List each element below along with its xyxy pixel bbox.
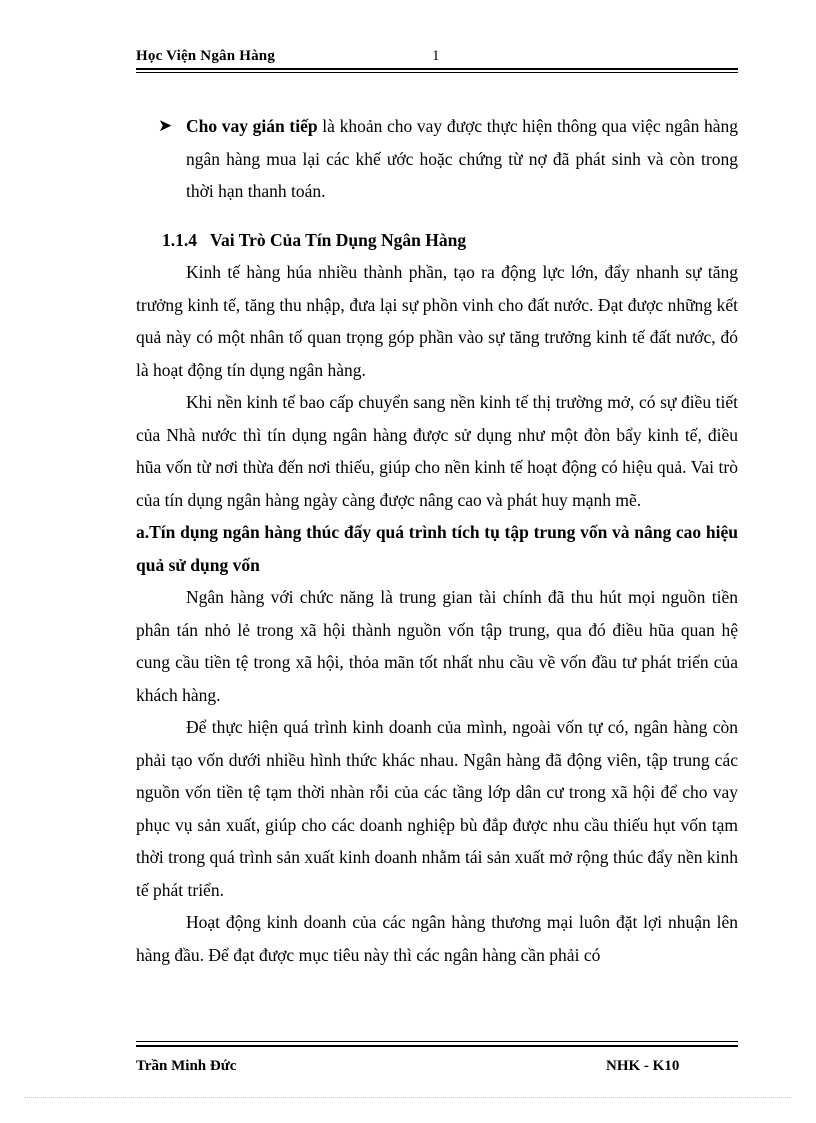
footer-rule-thick xyxy=(136,1045,738,1047)
paragraph: Để thực hiện quá trình kinh doanh của mình, ngoài vốn tự có, ngân hàng còn phải tạo vốn dưới nhiều hình thức khác nhau. Ngân hàng đã động viên, tập trung các nguồn vốn tiền tệ tạm thời nhàn rỗi của các tầng lớp dân cư trong xã hội để cho vay phục vụ sản xuất, giúp cho các doanh nghiệp bù đắp được nhu cầu thiếu hụt vốn tạm thời trong quá trình sản xuất kinh doanh nhằm tái sản xuất mở rộng thúc đẩy nền kinh tế phát triển. xyxy=(136,717,738,900)
header-page-number: 1 xyxy=(432,48,440,64)
paragraph: Ngân hàng với chức năng là trung gian tài chính đã thu hút mọi nguồn tiền phân tán nhỏ lẻ trong xã hội thành nguồn vốn tập trung, qua đó điều hũa quan hệ cung cầu tiền tệ trong xã hội, thỏa mãn tốt nhất nhu cầu về vốn đầu tư phát triển của khách hàng. xyxy=(136,587,738,705)
paragraph: Kinh tế hàng húa nhiều thành phần, tạo ra động lực lớn, đẩy nhanh sự tăng trưởng kinh tế, tăng thu nhập, đưa lại sự phồn vinh cho đất nước. Đạt được những kết quả này có một nhân tố quan trọng góp phần vào sự tăng trưởng kinh tế đất nước, đó là hoạt động tín dụng ngân hàng. xyxy=(136,262,738,380)
section-heading xyxy=(136,224,738,257)
arrow-bullet-icon: ➤ xyxy=(158,116,173,135)
page-body xyxy=(136,110,738,971)
footer-rule-thin xyxy=(136,1041,738,1042)
header-rule-thick xyxy=(136,68,738,70)
section-number: 1.1.4 xyxy=(162,229,197,250)
paragraph: Khi nền kinh tế bao cấp chuyển sang nền kinh tế thị trường mở, có sự điều tiết của Nhà nước thì tín dụng ngân hàng được sử dụng như một đòn bẩy kinh tế, điều hũa vốn từ nơi thừa đến nơi thiếu, giúp cho nền kinh tế hoạt động có hiệu quả. Vai trò của tín dụng ngân hàng ngày càng được nâng cao và phát huy mạnh mẽ. xyxy=(136,392,738,510)
page-header xyxy=(136,48,738,68)
bullet-text: là khoản cho vay được thực hiện thông qua việc ngân hàng ngân hàng mua lại các khế ước hoặc chứng từ nợ đã phát sinh và còn trong thời hạn thanh toán. xyxy=(186,116,738,201)
page-edge-dotted-line xyxy=(24,1097,792,1098)
header-rule-thin xyxy=(136,72,738,73)
bullet-term: Cho vay gián tiếp xyxy=(186,116,318,136)
subheading: a.Tín dụng ngân hàng thúc đẩy quá trình tích tụ tập trung vốn và nâng cao hiệu quả sử dụng vốn xyxy=(136,522,738,575)
section-title: Vai Trò Của Tín Dụng Ngân Hàng xyxy=(210,229,467,250)
footer-author: Trần Minh Đức xyxy=(136,1058,237,1074)
paragraph: Hoạt động kinh doanh của các ngân hàng thương mại luôn đặt lợi nhuận lên hàng đầu. Để đạt được mục tiêu này thì các ngân hàng cần phải có xyxy=(136,912,738,965)
header-school-name: Học Viện Ngân Hàng xyxy=(136,48,276,64)
footer-course-code: NHK - K10 xyxy=(606,1058,680,1074)
bullet-paragraph xyxy=(136,110,738,208)
